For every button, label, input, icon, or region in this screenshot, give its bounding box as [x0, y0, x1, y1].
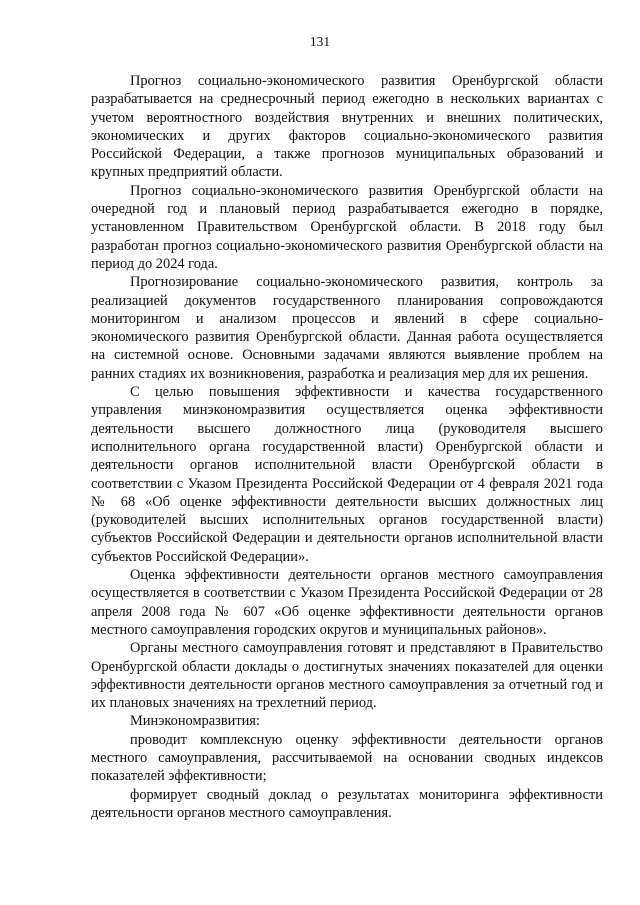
- paragraph-efficiency-assessment: С целью повышения эффективности и качества государственного управления минэкономразвития осуществляется оценка эффективности деятельности высшего должностного лица (руководителя высшего исполнительного органа государственной власти) Оренбургской области и деятельности органов исполнительной власти Оренбургской области в соответствии с Указом Президента Российской Федерации от 4 февраля 2021 года № 68 «Об оценке эффективности деятельности высших должностных лиц (руководителей высших исполнительных органов государственной власти) субъектов Российской Федерации и деятельности органов исполнительной власти субъектов Российской Федерации».: [91, 384, 603, 565]
- paragraph-forecast-annual: Прогноз социально-экономического развития Оренбургской области на очередной год и плановый период разрабатывается ежегодно в порядке, установленном Правительством Оренбургской области. В 2018 году был разработан прогноз социально-экономического развития Оренбургской области на период до 2024 года.: [91, 182, 603, 272]
- document-body: [91, 72, 603, 822]
- paragraph-forecast-medium-term: Прогноз социально-экономического развития Оренбургской области разрабатывается на среднесрочный период ежегодно в нескольких вариантах с учетом вероятностного воздействия внутренних и внешних политических, экономических и других факторов социально-экономического развития Российской Федерации, а также прогнозов муниципальных образований и крупных предприятий области.: [91, 73, 603, 181]
- paragraph-ministry-heading: Минэкономразвития:: [130, 713, 260, 730]
- paragraph-ministry-task-report: формирует сводный доклад о результатах мониторинга эффективности деятельности органов местного самоуправления.: [91, 786, 603, 821]
- paragraph-forecast-monitoring: Прогнозирование социально-экономического развития, контроль за реализацией документов государственного планирования сопровождаются мониторингом и анализом процессов и явлений в сфере социально-экономического развития Оренбургской области. Данная работа осуществляется на системной основе. Основными задачами являются выявление проблем на ранних стадиях их возникновения, разработка и реализация мер для их решения.: [91, 274, 603, 382]
- paragraph-local-government-reports: Органы местного самоуправления готовят и представляют в Правительство Оренбургской области доклады о достигнутых значениях показателей для оценки эффективности деятельности органов местного самоуправления за отчетный год и их плановых значениях на трехлетний период.: [91, 640, 603, 712]
- page-number: 131: [309, 34, 331, 49]
- paragraph-ministry-task-assessment: проводит комплексную оценку эффективности деятельности органов местного самоуправления, рассчитываемой на основании сводных индексов показателей эффективности;: [91, 731, 603, 785]
- paragraph-local-government-assessment: Оценка эффективности деятельности органов местного самоуправления осуществляется в соответствии с Указом Президента Российской Федерации от 28 апреля 2008 года № 607 «Об оценке эффективности деятельности органов местного самоуправления городских округов и муниципальных районов».: [91, 567, 603, 638]
